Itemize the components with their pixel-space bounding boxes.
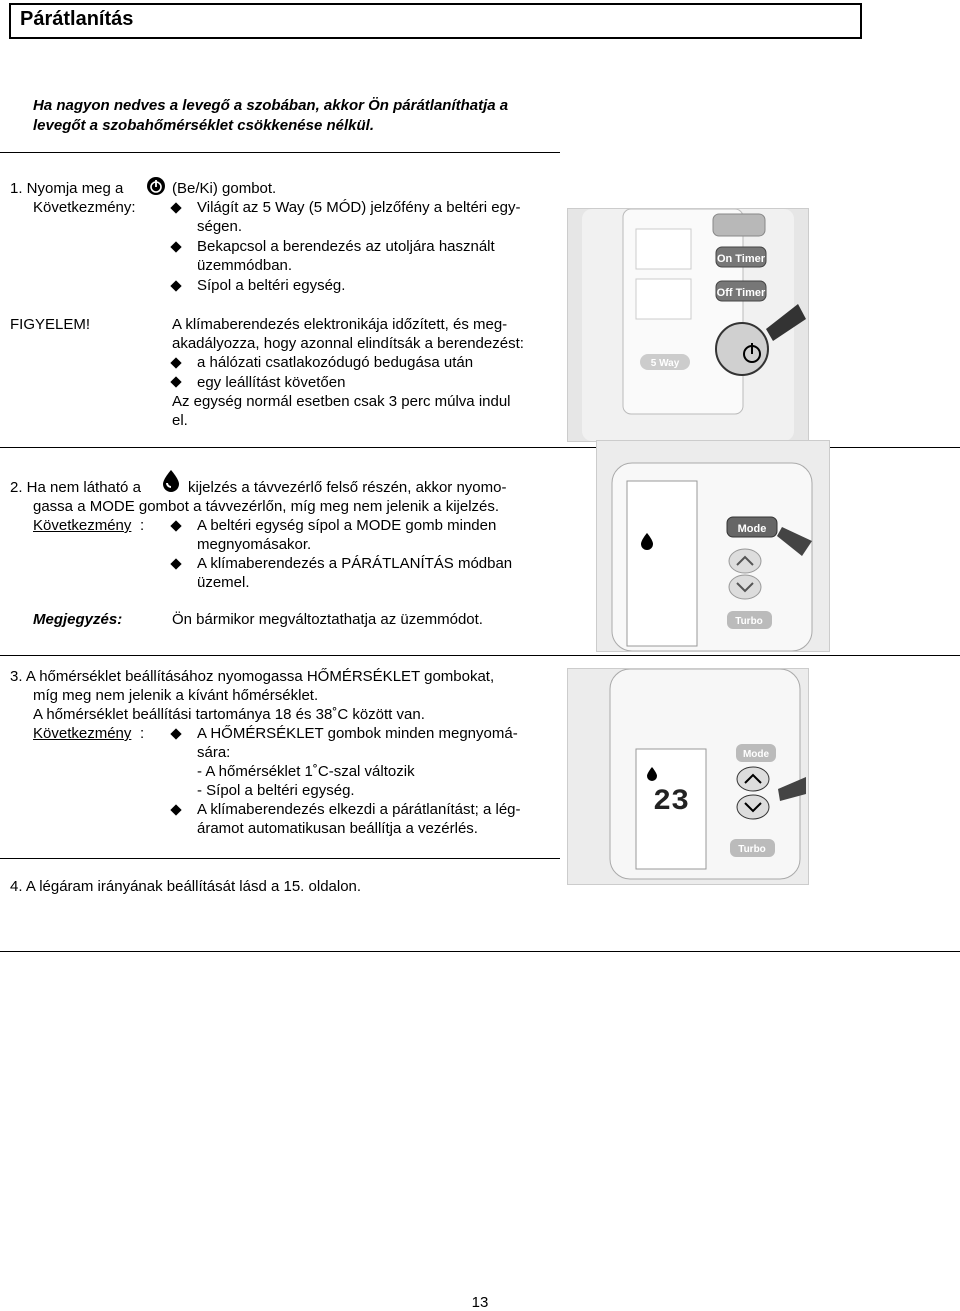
divider — [0, 858, 560, 859]
step1-item3: Sípol a beltéri egység. — [197, 277, 346, 294]
dehumidify-icon — [159, 468, 183, 496]
step2-line1-prefix: 2. Ha nem látható a — [10, 479, 141, 496]
step3-item2-line1: A klímaberendezés elkezdi a párátlanítást; a lég- — [197, 801, 521, 818]
turbo-label: Turbo — [738, 844, 766, 855]
mode-label: Mode — [742, 749, 770, 760]
step1-suffix: (Be/Ki) gombot. — [172, 180, 277, 197]
divider — [0, 152, 560, 153]
step2-line1-suffix: kijelzés a távvezérlő felső részén, akkor nyomo- — [188, 479, 507, 496]
note-text: Ön bármikor megváltoztathatja az üzemmódot. — [172, 611, 483, 628]
on-timer-label: On Timer — [716, 253, 766, 265]
remote-image-1 — [567, 208, 809, 442]
step3-item1-line2: sára: — [197, 744, 231, 761]
warning-tail2: el. — [172, 412, 188, 429]
warning-line2: akadályozza, hogy azonnal elindítsák a berendezést: — [172, 335, 524, 352]
step2-item2-line1: A klímaberendezés a PÁRÁTLANÍTÁS módban — [197, 555, 513, 572]
warning-line1: A klímaberendezés elektronikája időzített, és meg- — [172, 316, 508, 333]
step1-item2-line1: Bekapcsol a berendezés az utoljára használt — [197, 238, 495, 255]
warning-item2: egy leállítást követően — [197, 374, 346, 391]
step2-item1-line1: A beltéri egység sípol a MODE gomb minden — [197, 517, 497, 534]
bullet-icon — [170, 241, 181, 252]
step1-item1-line2: ségen. — [197, 218, 243, 235]
step1-prefix: 1. Nyomja meg a — [10, 180, 124, 197]
step3-result-label: Következmény — [33, 725, 132, 742]
warning-label: FIGYELEM! — [10, 316, 91, 333]
display-temperature: 23 — [652, 785, 690, 819]
page-title: Párátlanítás — [20, 8, 134, 30]
bullet-icon — [170, 357, 181, 368]
step2-item2-line2: üzemel. — [197, 574, 250, 591]
off-timer-label: Off Timer — [716, 287, 766, 299]
power-icon — [146, 176, 166, 200]
bullet-icon — [170, 558, 181, 569]
bullet-icon — [170, 804, 181, 815]
bullet-icon — [170, 376, 181, 387]
remote-image-3 — [567, 668, 809, 885]
step3-item1-line3: - A hőmérséklet 1˚C-szal változik — [197, 763, 415, 780]
warning-item1: a hálózati csatlakozódugó bedugása után — [197, 354, 474, 371]
five-way-label: 5 Way — [650, 358, 680, 369]
step3-item2-line2: áramot automatikusan beállítja a vezérlés. — [197, 820, 478, 837]
note-label: Megjegyzés: — [33, 611, 123, 628]
step3-line3: A hőmérséklet beállítási tartománya 18 és 38˚C között van. — [33, 706, 425, 723]
bullet-icon — [170, 202, 181, 213]
warning-tail1: Az egység normál esetben csak 3 perc múlva indul — [172, 393, 511, 410]
step1-result-label: Következmény: — [33, 199, 136, 216]
divider — [0, 951, 960, 952]
mode-label: Mode — [737, 523, 767, 535]
turbo-label: Turbo — [735, 616, 763, 627]
bullet-icon — [170, 520, 181, 531]
intro-text: Ha nagyon nedves a levegő a szobában, akkor Ön párátlaníthatja a levegőt a szobahőmérséklet csökkenése nélkül. — [33, 97, 509, 134]
step2-result-label: Következmény — [33, 517, 132, 534]
step1-item1-line1: Világít az 5 Way (5 MÓD) jelzőfény a beltéri egy- — [197, 199, 521, 216]
bullet-icon — [170, 280, 181, 291]
step2-item1-line2: megnyomásakor. — [197, 536, 312, 553]
step3-item1-line1: A HŐMÉRSÉKLET gombok minden megnyomá- — [197, 725, 518, 742]
divider — [0, 655, 960, 656]
bullet-icon — [170, 728, 181, 739]
title-box — [9, 3, 862, 39]
step1-item2-line2: üzemmódban. — [197, 257, 293, 274]
page-number: 13 — [471, 1294, 489, 1311]
step2-line2: gassa a MODE gombot a távvezérlőn, míg meg nem jelenik a kijelzés. — [33, 498, 500, 515]
step3-line1: 3. A hőmérséklet beállításához nyomogassa HŐMÉRSÉKLET gombokat, — [10, 668, 495, 685]
step4-text: 4. A légáram irányának beállítását lásd a 15. oldalon. — [10, 878, 362, 895]
step3-line2: míg meg nem jelenik a kívánt hőmérséklet. — [33, 687, 319, 704]
step3-item1-line4: - Sípol a beltéri egység. — [197, 782, 355, 799]
remote-image-2 — [596, 440, 830, 652]
